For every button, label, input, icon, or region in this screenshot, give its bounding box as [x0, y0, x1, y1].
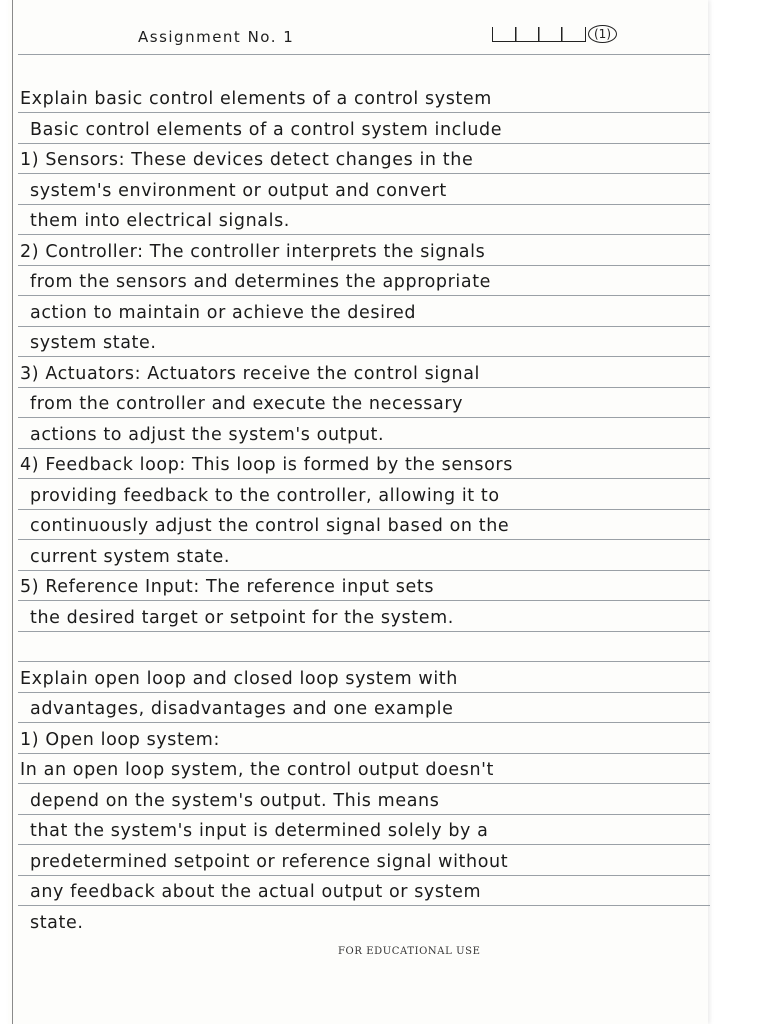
text-line: the desired target or setpoint for the system.: [30, 608, 454, 628]
page-number: (1): [588, 25, 617, 43]
text-line: advantages, disadvantages and one example: [30, 699, 454, 719]
text-line: that the system's input is determined solely by a: [30, 821, 489, 841]
text-line: 1) Sensors: These devices detect changes in the: [20, 150, 474, 170]
text-line: Explain open loop and closed loop system with: [20, 669, 458, 689]
text-line: actions to adjust the system's output.: [30, 425, 385, 445]
text-line: Explain basic control elements of a control system: [20, 89, 492, 109]
text-line: Basic control elements of a control system include: [30, 120, 503, 140]
text-line: from the sensors and determines the appropriate: [30, 272, 492, 292]
text-line: system's environment or output and convert: [30, 181, 447, 201]
text-line: continuously adjust the control signal based on the: [30, 516, 510, 536]
text-line: state.: [30, 913, 84, 933]
margin-line-left: [12, 0, 13, 1024]
text-line: In an open loop system, the control output doesn't: [20, 760, 495, 780]
text-line: from the controller and execute the necessary: [30, 394, 464, 414]
date-boxes: [492, 27, 586, 42]
text-line: 3) Actuators: Actuators receive the control signal: [20, 364, 481, 384]
ruled-line: [18, 54, 710, 55]
text-line: predetermined setpoint or reference signal without: [30, 852, 509, 872]
text-line: [20, 633, 710, 663]
page-number-box: [492, 24, 617, 44]
text-line: depend on the system's output. This means: [30, 791, 440, 811]
footer-note: FOR EDUCATIONAL USE: [338, 946, 481, 957]
text-line: 2) Controller: The controller interprets the signals: [20, 242, 486, 262]
text-line: current system state.: [30, 547, 231, 567]
text-line: any feedback about the actual output or system: [30, 882, 482, 902]
text-line: them into electrical signals.: [30, 211, 290, 231]
text-line: 1) Open loop system:: [20, 730, 220, 750]
notebook-sheet: [8, 0, 708, 1024]
text-line: 5) Reference Input: The reference input sets: [20, 577, 435, 597]
text-line: providing feedback to the controller, allowing it to: [30, 486, 500, 506]
assignment-title: Assignment No. 1: [138, 28, 295, 46]
text-line: action to maintain or achieve the desired: [30, 303, 417, 323]
text-line: system state.: [30, 333, 157, 353]
text-line: 4) Feedback loop: This loop is formed by the sensors: [20, 455, 513, 475]
